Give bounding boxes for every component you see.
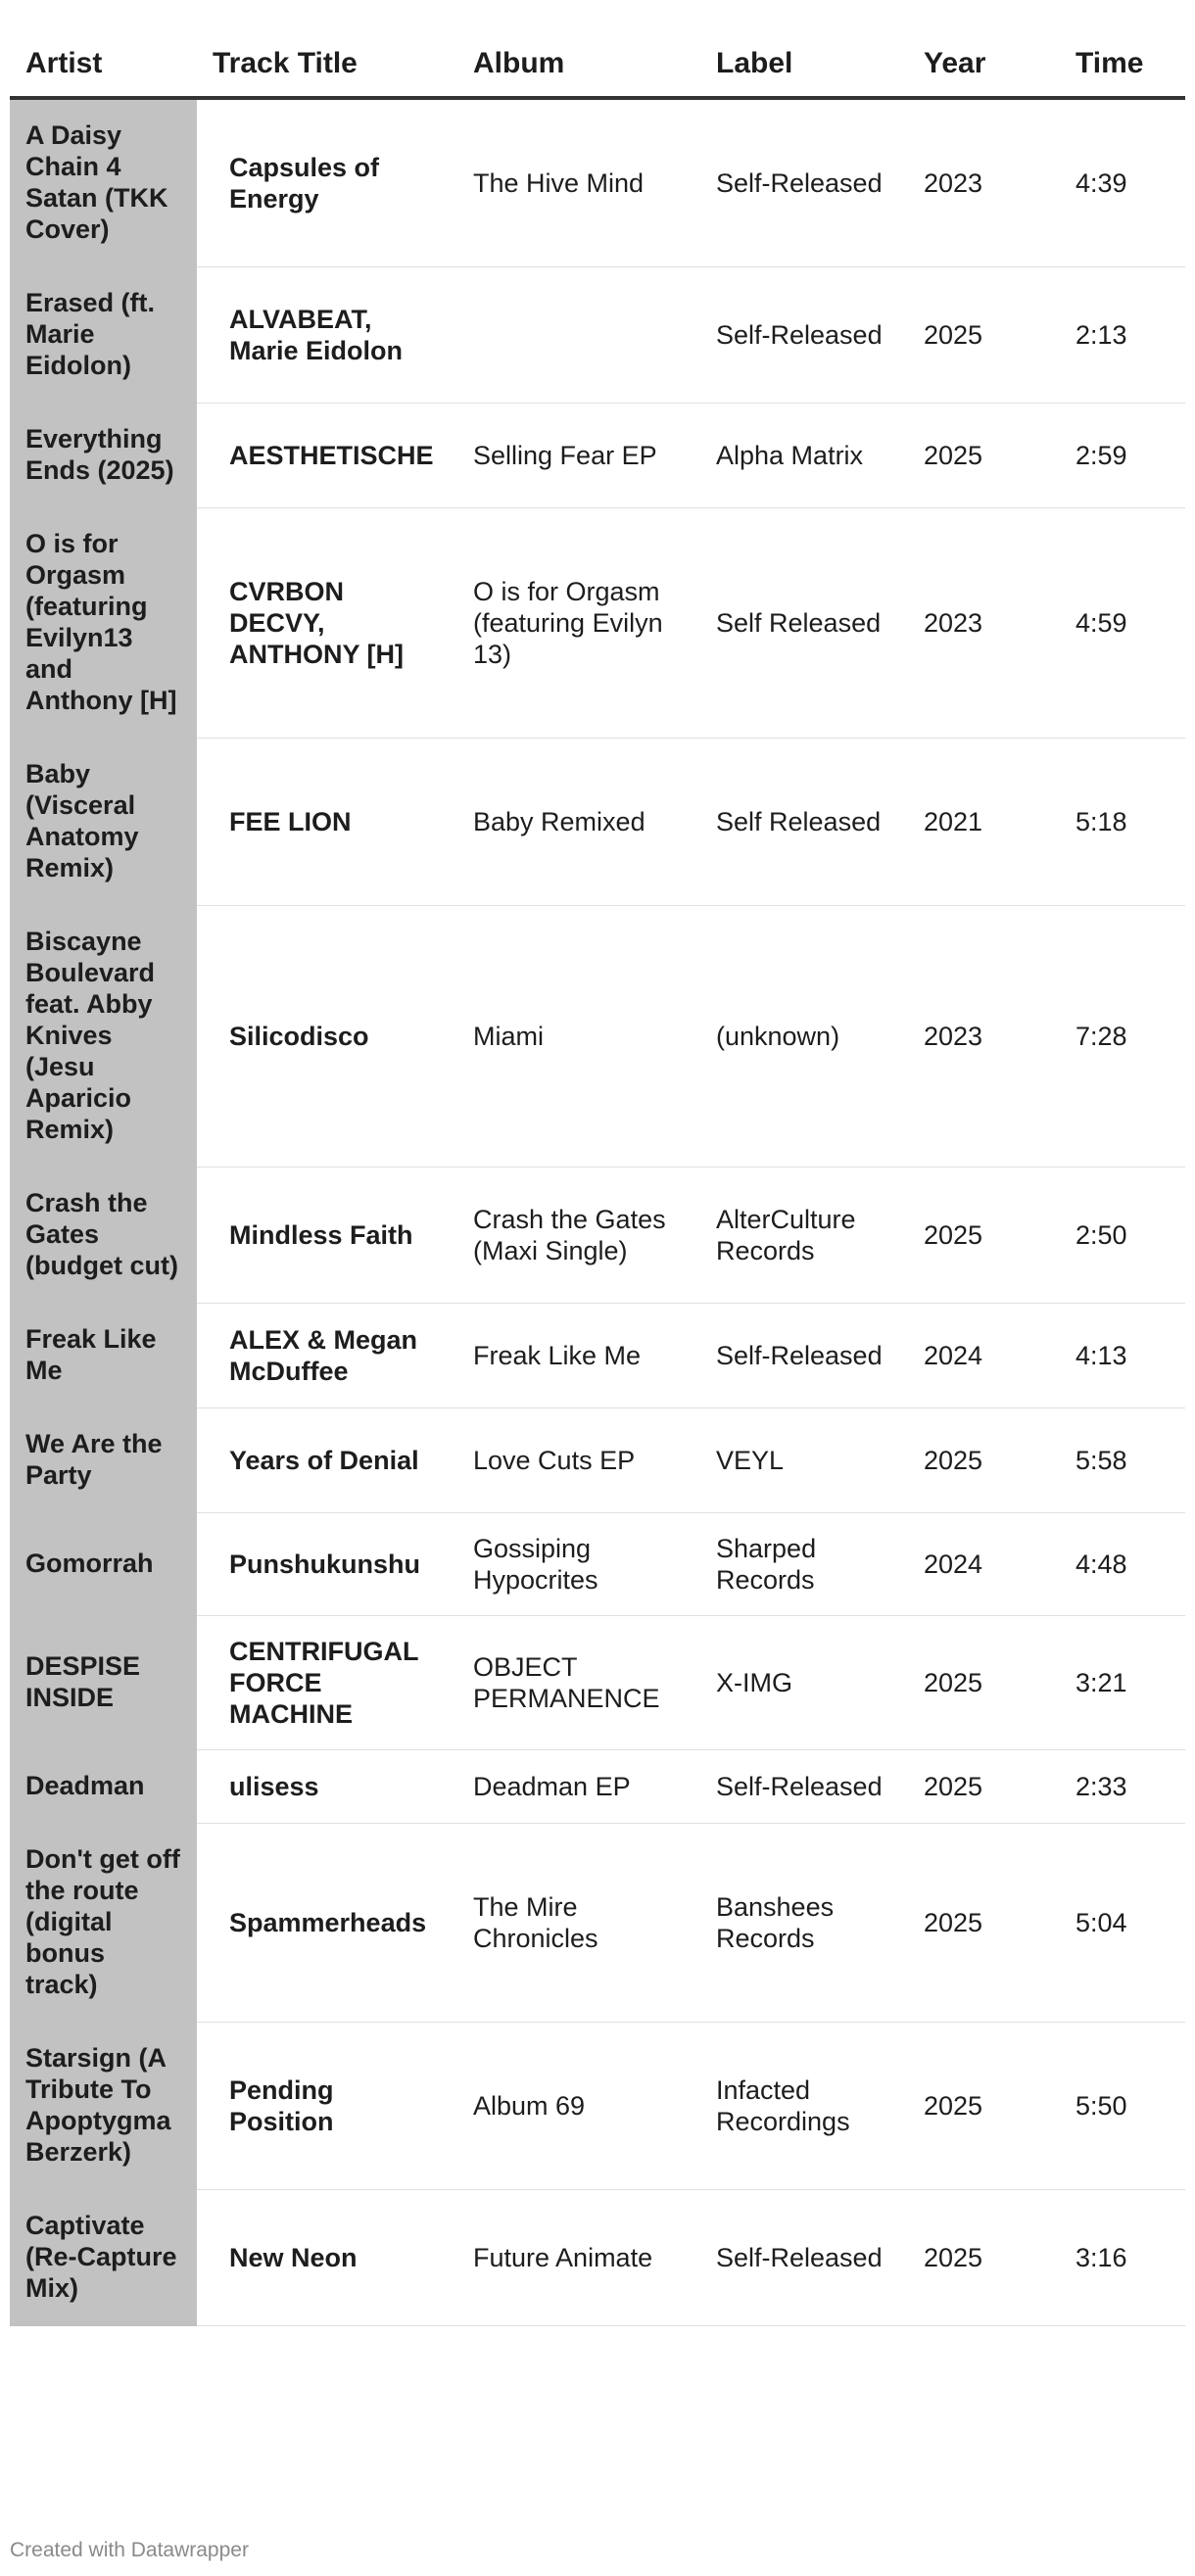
header-row — [10, 31, 1185, 98]
cell-time: 4:59 — [1060, 508, 1185, 739]
cell-album: OBJECT PERMANENCE — [457, 1616, 700, 1750]
cell-time: 7:28 — [1060, 906, 1185, 1168]
cell-time: 5:50 — [1060, 2023, 1185, 2190]
table-row — [10, 1408, 1185, 1513]
cell-time: 4:13 — [1060, 1304, 1185, 1408]
table-row — [10, 1616, 1185, 1750]
cell-year: 2021 — [908, 739, 1060, 906]
table-row — [10, 2023, 1185, 2190]
cell-album: The Mire Chronicles — [457, 1824, 700, 2023]
cell-artist: Don't get off the route (digital bonus track) — [10, 1824, 197, 2023]
cell-track-title: New Neon — [197, 2190, 457, 2326]
cell-time: 3:16 — [1060, 2190, 1185, 2326]
cell-label: Self-Released — [700, 1750, 908, 1824]
cell-label: Self-Released — [700, 2190, 908, 2326]
cell-album — [457, 267, 700, 404]
cell-artist: Biscayne Boulevard feat. Abby Knives (Jesu Aparicio Remix) — [10, 906, 197, 1168]
cell-label: Banshees Records — [700, 1824, 908, 2023]
cell-year: 2023 — [908, 98, 1060, 267]
cell-label: Self-Released — [700, 1304, 908, 1408]
cell-track-title: ulisess — [197, 1750, 457, 1824]
cell-track-title: Spammerheads — [197, 1824, 457, 2023]
cell-artist: Everything Ends (2025) — [10, 404, 197, 508]
cell-label: AlterCulture Records — [700, 1168, 908, 1304]
cell-year: 2024 — [908, 1513, 1060, 1616]
cell-album: Selling Fear EP — [457, 404, 700, 508]
table-row — [10, 1513, 1185, 1616]
table-row — [10, 508, 1185, 739]
cell-track-title: Pending Position — [197, 2023, 457, 2190]
cell-album: Love Cuts EP — [457, 1408, 700, 1513]
cell-label: Self-Released — [700, 98, 908, 267]
cell-year: 2025 — [908, 1408, 1060, 1513]
cell-time: 4:48 — [1060, 1513, 1185, 1616]
cell-year: 2025 — [908, 267, 1060, 404]
cell-artist: DESPISE INSIDE — [10, 1616, 197, 1750]
cell-artist: Gomorrah — [10, 1513, 197, 1616]
cell-year: 2023 — [908, 906, 1060, 1168]
cell-artist: Captivate (Re-Capture Mix) — [10, 2190, 197, 2326]
cell-year: 2025 — [908, 1824, 1060, 2023]
cell-album: Gossiping Hypocrites — [457, 1513, 700, 1616]
cell-label: VEYL — [700, 1408, 908, 1513]
cell-artist: Deadman — [10, 1750, 197, 1824]
cell-album: Crash the Gates (Maxi Single) — [457, 1168, 700, 1304]
cell-time: 5:04 — [1060, 1824, 1185, 2023]
header-time[interactable]: Time — [1060, 31, 1185, 98]
table-row — [10, 906, 1185, 1168]
cell-album: Future Animate — [457, 2190, 700, 2326]
cell-time: 2:59 — [1060, 404, 1185, 508]
cell-track-title: FEE LION — [197, 739, 457, 906]
cell-year: 2025 — [908, 2023, 1060, 2190]
table-row — [10, 739, 1185, 906]
cell-track-title: CENTRIFUGAL FORCE MACHINE — [197, 1616, 457, 1750]
track-table-container — [10, 31, 1185, 2326]
table-row — [10, 98, 1185, 267]
cell-album: Baby Remixed — [457, 739, 700, 906]
cell-artist: Baby (Visceral Anatomy Remix) — [10, 739, 197, 906]
cell-artist: Erased (ft. Marie Eidolon) — [10, 267, 197, 404]
table-row — [10, 1168, 1185, 1304]
header-label[interactable]: Label — [700, 31, 908, 98]
cell-artist: Starsign (A Tribute To Apoptygma Berzerk) — [10, 2023, 197, 2190]
table-body — [10, 98, 1185, 2326]
header-artist[interactable]: Artist — [10, 31, 197, 98]
cell-track-title: Punshukunshu — [197, 1513, 457, 1616]
cell-track-title: Mindless Faith — [197, 1168, 457, 1304]
table-row — [10, 1304, 1185, 1408]
cell-year: 2025 — [908, 404, 1060, 508]
cell-time: 5:18 — [1060, 739, 1185, 906]
header-track-title[interactable]: Track Title — [197, 31, 457, 98]
table-row — [10, 404, 1185, 508]
cell-artist: Crash the Gates (budget cut) — [10, 1168, 197, 1304]
cell-label: Alpha Matrix — [700, 404, 908, 508]
cell-year: 2025 — [908, 1750, 1060, 1824]
cell-label: (unknown) — [700, 906, 908, 1168]
cell-label: Sharped Records — [700, 1513, 908, 1616]
cell-label: Self Released — [700, 508, 908, 739]
cell-track-title: Years of Denial — [197, 1408, 457, 1513]
cell-time: 4:39 — [1060, 98, 1185, 267]
cell-album: Freak Like Me — [457, 1304, 700, 1408]
cell-artist: We Are the Party — [10, 1408, 197, 1513]
cell-year: 2024 — [908, 1304, 1060, 1408]
cell-time: 2:33 — [1060, 1750, 1185, 1824]
cell-track-title: Capsules of Energy — [197, 98, 457, 267]
cell-label: X-IMG — [700, 1616, 908, 1750]
cell-artist: A Daisy Chain 4 Satan (TKK Cover) — [10, 98, 197, 267]
cell-track-title: ALVABEAT, Marie Eidolon — [197, 267, 457, 404]
cell-album: O is for Orgasm (featuring Evilyn 13) — [457, 508, 700, 739]
cell-track-title: AESTHETISCHE — [197, 404, 457, 508]
cell-time: 3:21 — [1060, 1616, 1185, 1750]
header-album[interactable]: Album — [457, 31, 700, 98]
table-row — [10, 1824, 1185, 2023]
cell-time: 2:50 — [1060, 1168, 1185, 1304]
datawrapper-credit: Created with Datawrapper — [10, 2539, 249, 2561]
cell-year: 2025 — [908, 2190, 1060, 2326]
cell-track-title: Silicodisco — [197, 906, 457, 1168]
cell-album: The Hive Mind — [457, 98, 700, 267]
table-row — [10, 2190, 1185, 2326]
cell-year: 2023 — [908, 508, 1060, 739]
cell-label: Self-Released — [700, 267, 908, 404]
cell-album: Album 69 — [457, 2023, 700, 2190]
cell-artist: O is for Orgasm (featuring Evilyn13 and Anthony [H] — [10, 508, 197, 739]
cell-time: 2:13 — [1060, 267, 1185, 404]
table-row — [10, 267, 1185, 404]
cell-label: Infacted Recordings — [700, 2023, 908, 2190]
cell-label: Self Released — [700, 739, 908, 906]
cell-year: 2025 — [908, 1168, 1060, 1304]
table-header — [10, 31, 1185, 98]
cell-album: Miami — [457, 906, 700, 1168]
cell-album: Deadman EP — [457, 1750, 700, 1824]
cell-artist: Freak Like Me — [10, 1304, 197, 1408]
cell-year: 2025 — [908, 1616, 1060, 1750]
cell-track-title: CVRBON DECVY, ANTHONY [H] — [197, 508, 457, 739]
cell-track-title: ALEX & Megan McDuffee — [197, 1304, 457, 1408]
track-table — [10, 31, 1185, 2326]
cell-time: 5:58 — [1060, 1408, 1185, 1513]
table-row — [10, 1750, 1185, 1824]
header-year[interactable]: Year — [908, 31, 1060, 98]
